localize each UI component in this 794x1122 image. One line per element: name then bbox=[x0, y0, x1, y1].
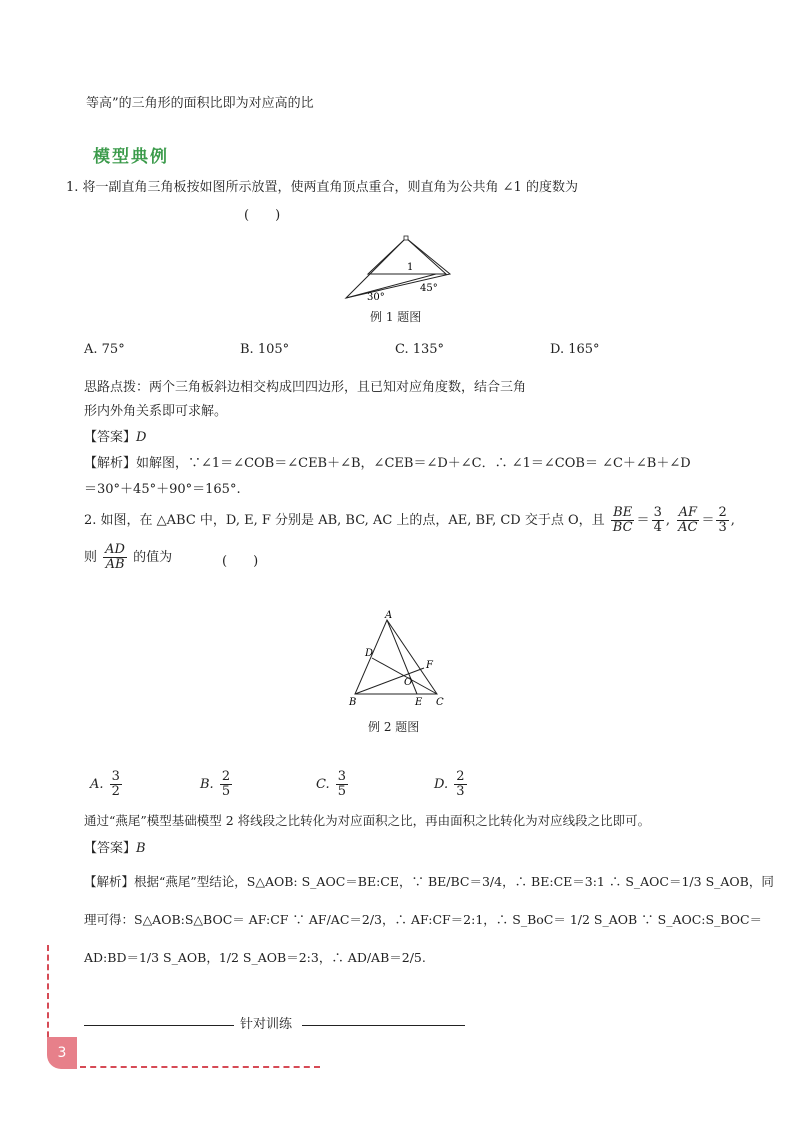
svg-text:A: A bbox=[385, 610, 393, 621]
q1-analysis-line1 bbox=[84, 452, 691, 471]
svg-text:C: C bbox=[436, 697, 444, 708]
q1-stem: 1. 将一副直角三角板按如图所示放置，使两直角顶点重合，则直角为公共角 ∠1 的度数为 bbox=[66, 180, 578, 195]
q1-answer-tag: 【答案】 bbox=[84, 430, 137, 445]
q1-option-d: D. 165° bbox=[550, 342, 600, 357]
q1-caption: 例 1 题图 bbox=[370, 310, 422, 324]
q2-stem-text: 2. 如图，在 △ABC 中，D, E, F 分别是 AB, BC, AC 上的点，AE, BF, CD 交于点 O，且 bbox=[84, 513, 605, 528]
q1-bracket: ( ) bbox=[244, 208, 281, 223]
q2-caption: 例 2 题图 bbox=[368, 720, 420, 734]
q2-cond2-value: $\frac{2}{3}$ bbox=[718, 505, 727, 535]
q1-angle-1-label: 1 bbox=[407, 262, 414, 273]
q2-cond1-fraction: $\frac{BE}{BC}$ bbox=[612, 505, 633, 535]
q2-analysis-line2: 理可得：S△AOB:S△BOC＝ AF:CF ∵ AF/AC＝2/3，∴ AF:CF＝2:1，∴ S_BoC＝ 1/2 S_AOB ∵ S_AOC:S_BOC＝ bbox=[84, 912, 763, 927]
q1-analysis-text1: 如解图，∵∠1＝∠COB＝∠CEB＋∠B，∠CEB＝∠D＋∠C．∴ ∠1＝∠COB＝ ∠C＋∠B＋∠D bbox=[136, 456, 691, 471]
svg-text:O: O bbox=[404, 677, 413, 688]
q1-option-b: B. 105° bbox=[240, 342, 290, 357]
page-number: 3 bbox=[47, 1037, 77, 1069]
q2-cond1-value: $\frac{3}{4}$ bbox=[653, 505, 662, 535]
training-rule-right bbox=[302, 1025, 465, 1026]
q2-answer: 【答案】B bbox=[84, 841, 146, 856]
page-margin-dash-horizontal bbox=[80, 1066, 320, 1068]
q2-bracket: ( ) bbox=[222, 554, 259, 569]
q1-option-a: A. 75° bbox=[84, 342, 125, 357]
q1-answer-value: D bbox=[136, 430, 147, 445]
q2-figure bbox=[345, 610, 455, 710]
q2-stem: 2. 如图，在 △ABC 中，D, E, F 分别是 AB, BC, AC 上的点，AE, BF, CD 交于点 O，且 $\frac{BE}{BC}$ ＝ $\frac{3}{4}$ , $\frac{AF}{AC}$ ＝ $\frac{2}{3}$ , bbox=[84, 505, 735, 535]
q1-analysis-line2: ＝30°＋45°＋90°＝165°. bbox=[84, 482, 241, 497]
q1-analysis-tag: 【解析】 bbox=[84, 456, 137, 471]
section-title: 模型典例 bbox=[93, 147, 169, 167]
q1-hint-line2: 形内外角关系即可求解。 bbox=[84, 404, 228, 419]
training-label: 针对训练 bbox=[240, 1017, 293, 1032]
svg-text:D: D bbox=[365, 648, 374, 659]
q2-analysis-line1: 【解析】根据“燕尾”型结论，S△AOB: S_AOC＝BE:CE，∵ BE/BC＝3/4，∴ BE:CE＝3:1 ∴ S_AOC＝1/3 S_AOB，同 bbox=[84, 874, 774, 889]
q2-option-c: C. $\frac{3}{5}$ bbox=[316, 769, 347, 799]
svg-text:F: F bbox=[426, 660, 433, 671]
q2-ask: 则 $\frac{AD}{AB}$ 的值为 bbox=[84, 542, 173, 572]
q1-answer bbox=[84, 426, 146, 445]
q2-ask-fraction: $\frac{AD}{AB}$ bbox=[105, 542, 125, 572]
svg-text:B: B bbox=[349, 697, 357, 708]
q2-analysis-line3: AD:BD＝1/3 S_AOB，1/2 S_AOB＝2:3，∴ AD/AB＝2/5. bbox=[84, 950, 426, 965]
page-margin-dash-vertical bbox=[47, 945, 49, 1047]
q2-option-b: B. $\frac{2}{5}$ bbox=[200, 769, 231, 799]
q1-figure bbox=[340, 232, 460, 304]
q1-option-c: C. 135° bbox=[395, 342, 445, 357]
q2-hint: 通过“燕尾”模型基础模型 2 将线段之比转化为对应面积之比，再由面积之比转化为对应线段之比即可。 bbox=[84, 813, 651, 828]
q1-angle-30-label: 30° bbox=[367, 292, 385, 303]
q2-cond2-fraction: $\frac{AF}{AC}$ bbox=[678, 505, 698, 535]
svg-text:E: E bbox=[415, 697, 423, 708]
q2-option-a: A. $\frac{3}{2}$ bbox=[90, 769, 120, 799]
q2-option-d: D. $\frac{2}{3}$ bbox=[434, 769, 465, 799]
q1-hint-line1: 思路点拨：两个三角板斜边相交构成凹四边形，且已知对应角度数，结合三角 bbox=[84, 380, 527, 395]
training-rule-left bbox=[84, 1025, 234, 1026]
q1-angle-45-label: 45° bbox=[420, 283, 438, 294]
intro-line: 等高”的三角形的面积比即为对应高的比 bbox=[86, 96, 314, 111]
